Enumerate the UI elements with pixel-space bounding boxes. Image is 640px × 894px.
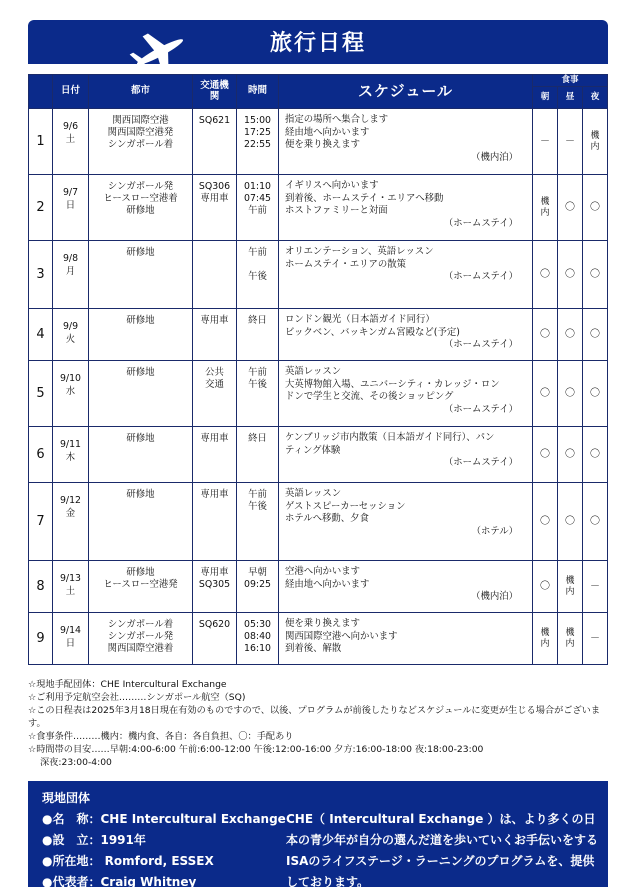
schedule-cell-line: ホームステイ・エリアの散策 (285, 258, 407, 270)
schedule-cell-line: 経由地へ向かいます (285, 126, 370, 138)
table-row (29, 241, 608, 309)
day-number: 3 (29, 241, 53, 309)
time-cell (237, 361, 279, 427)
city-cell-line: ヒースロー空港着 (103, 193, 178, 205)
time-cell-line: 午前 (248, 247, 267, 258)
schedule-cell (279, 175, 533, 241)
city-cell (89, 427, 193, 483)
table-row (29, 613, 608, 665)
date-cell-line: 9/13 (59, 573, 82, 584)
schedule-cell (279, 361, 533, 427)
schedule-cell (279, 109, 533, 175)
table-row (29, 561, 608, 613)
stay-label: （ホテル） (471, 526, 518, 538)
breakfast-cell: 機内 (533, 175, 558, 241)
date-cell (53, 109, 89, 175)
schedule-header: スケジュール (279, 75, 533, 109)
city-cell (89, 561, 193, 613)
breakfast-cell: 〇 (533, 309, 558, 361)
table-row (29, 427, 608, 483)
date-cell-line: 水 (65, 385, 76, 397)
page-title: 旅行日程 (269, 31, 366, 56)
date-cell (53, 361, 89, 427)
time-cell-line: 終日 (248, 315, 267, 326)
schedule-cell (279, 427, 533, 483)
transport-cell (193, 241, 237, 309)
stay-label: （ホームステイ） (443, 404, 518, 416)
table-row (29, 175, 608, 241)
organization-description: CHE（ Intercultural Exchange ）は、より多くの日本の青少年が自分の選んだ道を歩いていくお手伝いをするISAのライフステージ・ラーニングのプログラムを、提供しております。 (286, 812, 599, 889)
city-cell (89, 109, 193, 175)
time-cell-line (237, 259, 278, 271)
transport-cell-line: 専用車 (200, 567, 229, 578)
date-cell-line: 9/10 (59, 373, 82, 384)
dinner-cell: － (583, 561, 608, 613)
transport-cell (193, 109, 237, 175)
date-cell-line: 9/7 (62, 187, 79, 198)
schedule-cell-line: 到着後、解散 (285, 643, 342, 655)
city-cell-line: 関西国際空港 (112, 115, 169, 126)
breakfast-cell: 機内 (533, 613, 558, 665)
time-cell-line: 15:00 (243, 115, 272, 126)
organization-heading: 現地団体 (42, 791, 91, 805)
time-cell-line: 午後 (248, 501, 267, 513)
dinner-cell: 〇 (583, 361, 608, 427)
day-number: 5 (29, 361, 53, 427)
schedule-cell-line: 指定の場所へ集合します (285, 114, 389, 125)
schedule-cell-line: 大英博物館入場、ユニバーシティ・カレッジ・ロン (285, 378, 500, 390)
schedule-cell-line: ホテルへ移動、夕食 (285, 513, 369, 525)
city-cell-line: 関西国際空港着 (107, 643, 174, 655)
transport-cell (193, 561, 237, 613)
organization-name: ●名 称：CHE Intercultural Exchange (42, 812, 286, 826)
transport-cell (193, 361, 237, 427)
date-cell-line: 日 (65, 199, 76, 211)
date-cell-line: 9/8 (62, 253, 79, 264)
lunch-cell: 〇 (558, 309, 583, 361)
date-cell-line: 9/14 (59, 625, 82, 636)
city-cell-line: シンガポール着 (107, 619, 174, 630)
city-cell-line: ヒースロー空港発 (103, 579, 178, 591)
time-cell (237, 241, 279, 309)
organization-box (28, 781, 608, 887)
dinner-cell: 〇 (583, 309, 608, 361)
date-cell-line: 木 (65, 451, 76, 463)
time-cell-line: 午前 (248, 489, 267, 500)
stay-label: （ホームステイ） (443, 218, 518, 230)
dinner-cell: 〇 (583, 241, 608, 309)
date-cell (53, 309, 89, 361)
time-cell (237, 561, 279, 613)
date-cell-line: 日 (65, 637, 76, 649)
stay-label: （機内泊） (471, 591, 518, 603)
transport-cell-line: SQ621 (198, 115, 231, 126)
dinner-cell: 〇 (583, 427, 608, 483)
schedule-cell (279, 483, 533, 561)
breakfast-header: 朝 (533, 87, 558, 109)
note-line: ☆食事条件………機内：機内食、各自：各自負担、〇：手配あり (28, 731, 294, 743)
schedule-cell-line: ホストファミリーと対面 (285, 205, 388, 217)
organization-founded: ●設 立：1991年 (42, 833, 146, 847)
schedule-cell (279, 241, 533, 309)
schedule-cell-line: 関西国際空港へ向かいます (285, 630, 398, 642)
city-cell-line: シンガポール着 (107, 139, 174, 151)
transport-cell-line: 専用車 (200, 433, 229, 444)
transport-cell-line: SQ620 (198, 619, 231, 630)
time-cell (237, 427, 279, 483)
itinerary-table (28, 74, 608, 665)
time-cell-line: 早朝 (248, 567, 267, 578)
time-cell-line: 16:10 (243, 643, 272, 655)
dinner-cell: 〇 (583, 175, 608, 241)
table-row (29, 309, 608, 361)
transport-cell (193, 427, 237, 483)
dinner-cell: 〇 (583, 483, 608, 561)
city-cell-line: 研修地 (126, 433, 155, 444)
time-cell-line: 05:30 (243, 619, 272, 630)
transport-cell-line: 専用車 (200, 315, 229, 326)
time-cell-line: 午後 (248, 379, 267, 391)
dinner-cell: 機内 (583, 109, 608, 175)
note-line: ☆時間帯の目安……早朝:4:00-6:00 午前:6:00-12:00 午後:12:00-16:00 夕方:16:00-18:00 夜:18:00-23:00 (28, 744, 484, 756)
table-row (29, 483, 608, 561)
city-cell-line: シンガポール発 (107, 631, 174, 643)
city-cell-line: 研修地 (126, 315, 155, 326)
note-line: ☆この日程表は2025年3月18日現在有効のものですので、以後、プログラムが前後したりなどスケジュールに変更が生じる場合がございます。 (28, 705, 601, 730)
city-header: 都市 (89, 75, 193, 109)
time-cell-line: 午後 (248, 271, 267, 283)
title-banner (28, 20, 608, 64)
transport-cell-line: SQ305 (198, 579, 231, 591)
organization-representative: ●代表者：Craig Whitney (42, 875, 197, 889)
date-cell-line: 土 (65, 585, 76, 597)
schedule-cell (279, 613, 533, 665)
lunch-cell: 〇 (558, 361, 583, 427)
time-cell-line: 午前 (248, 205, 267, 217)
day-header (29, 75, 53, 109)
transport-cell-line: 公共 (205, 367, 224, 378)
city-cell (89, 613, 193, 665)
transport-cell-line: 交通 (205, 379, 224, 391)
date-cell-line: 土 (65, 133, 76, 145)
breakfast-cell: － (533, 109, 558, 175)
date-cell-line: 金 (65, 507, 76, 519)
date-cell (53, 241, 89, 309)
time-cell-line: 午前 (248, 367, 267, 378)
day-number: 1 (29, 109, 53, 175)
lunch-header: 昼 (558, 87, 583, 109)
breakfast-cell: 〇 (533, 427, 558, 483)
organization-location: ●所在地： Romford, ESSEX (42, 854, 214, 868)
time-header: 時間 (237, 75, 279, 109)
transport-cell-line: SQ306 (198, 181, 231, 192)
lunch-cell: 〇 (558, 175, 583, 241)
date-cell-line: 火 (65, 333, 76, 345)
note-line: 深夜:23:00-4:00 (40, 757, 112, 769)
breakfast-cell: 〇 (533, 361, 558, 427)
dinner-cell: － (583, 613, 608, 665)
city-cell-line: シンガポール発 (107, 181, 174, 192)
city-cell-line: 関西国際空港発 (107, 127, 174, 139)
time-cell (237, 613, 279, 665)
breakfast-cell: 〇 (533, 561, 558, 613)
schedule-cell-line: ロンドン観光（日本語ガイド同行） (285, 314, 435, 325)
lunch-cell: 機内 (558, 561, 583, 613)
transport-cell (193, 175, 237, 241)
city-cell (89, 175, 193, 241)
date-cell-line: 9/12 (59, 495, 82, 506)
day-number: 9 (29, 613, 53, 665)
stay-label: （機内泊） (471, 152, 518, 164)
time-cell-line: 17:25 (243, 127, 272, 139)
stay-label: （ホームステイ） (443, 339, 518, 351)
city-cell-line: 研修地 (126, 567, 155, 578)
city-cell-line: 研修地 (126, 247, 155, 258)
date-cell (53, 175, 89, 241)
schedule-cell-line: 英語レッスン (285, 366, 342, 377)
city-cell-line: 研修地 (126, 367, 155, 378)
time-cell-line: 01:10 (243, 181, 272, 192)
schedule-cell-line: 経由地へ向かいます (285, 578, 370, 590)
time-cell-line: 09:25 (243, 579, 272, 591)
date-cell-line: 9/6 (62, 121, 79, 132)
city-cell (89, 309, 193, 361)
dinner-header: 夜 (583, 87, 608, 109)
time-cell (237, 175, 279, 241)
time-cell (237, 309, 279, 361)
schedule-cell-line: 便を乗り換えます (285, 139, 361, 151)
table-row (29, 109, 608, 175)
schedule-cell-line: 便を乗り換えます (285, 618, 361, 629)
date-cell (53, 613, 89, 665)
note-line: ☆ご利用予定航空会社………シンガポール航空（SQ) (28, 692, 246, 704)
meals-header: 食事 (533, 75, 608, 87)
schedule-cell (279, 561, 533, 613)
time-cell (237, 109, 279, 175)
city-cell-line: 研修地 (126, 205, 155, 217)
table-row (29, 361, 608, 427)
schedule-cell-line: ドンで学生と交流、その後ショッピング (285, 391, 454, 403)
time-cell-line: 終日 (248, 433, 267, 444)
schedule-cell-line: ビックベン、バッキンガム宮殿など(予定) (285, 326, 460, 338)
time-cell-line: 22:55 (243, 139, 272, 151)
time-cell-line: 08:40 (243, 631, 272, 643)
schedule-cell-line: オリエンテーション、英語レッスン (285, 246, 434, 257)
date-cell-line: 9/9 (62, 321, 79, 332)
date-cell (53, 561, 89, 613)
schedule-cell-line: ゲストスピーカーセッション (285, 500, 406, 512)
schedule-cell (279, 309, 533, 361)
city-cell (89, 361, 193, 427)
stay-label: （ホームステイ） (443, 457, 518, 469)
schedule-cell-line: ティング体験 (285, 444, 341, 456)
note-line: ☆現地手配団体：CHE Intercultural Exchange (28, 679, 227, 690)
transport-header: 交通機関 (193, 75, 237, 109)
day-number: 6 (29, 427, 53, 483)
transport-cell-line: 専用車 (200, 193, 229, 205)
city-cell (89, 483, 193, 561)
schedule-cell-line: ケンブリッジ市内散策（日本語ガイド同行）、パン (285, 432, 495, 443)
notes (28, 678, 608, 769)
date-cell-line: 9/11 (59, 439, 82, 450)
city-cell (89, 241, 193, 309)
lunch-cell: － (558, 109, 583, 175)
schedule-cell-line: イギリスへ向かいます (285, 180, 379, 191)
day-number: 8 (29, 561, 53, 613)
day-number: 2 (29, 175, 53, 241)
lunch-cell: 〇 (558, 483, 583, 561)
date-cell-line: 月 (65, 265, 76, 277)
city-cell-line: 研修地 (126, 489, 155, 500)
transport-cell (193, 483, 237, 561)
date-cell (53, 483, 89, 561)
lunch-cell: 機内 (558, 613, 583, 665)
breakfast-cell: 〇 (533, 241, 558, 309)
transport-cell-line: 専用車 (200, 489, 229, 500)
date-cell (53, 427, 89, 483)
schedule-cell-line: 到着後、ホームステイ・エリアへ移動 (285, 192, 444, 204)
stay-label: （ホームステイ） (443, 271, 518, 283)
breakfast-cell: 〇 (533, 483, 558, 561)
lunch-cell: 〇 (558, 427, 583, 483)
transport-cell (193, 309, 237, 361)
day-number: 7 (29, 483, 53, 561)
time-cell-line: 07:45 (243, 193, 272, 205)
day-number: 4 (29, 309, 53, 361)
date-header: 日付 (53, 75, 89, 109)
time-cell (237, 483, 279, 561)
schedule-cell-line: 英語レッスン (285, 488, 342, 499)
schedule-cell-line: 空港へ向かいます (285, 566, 361, 577)
transport-cell (193, 613, 237, 665)
lunch-cell: 〇 (558, 241, 583, 309)
organization-details (42, 809, 286, 893)
